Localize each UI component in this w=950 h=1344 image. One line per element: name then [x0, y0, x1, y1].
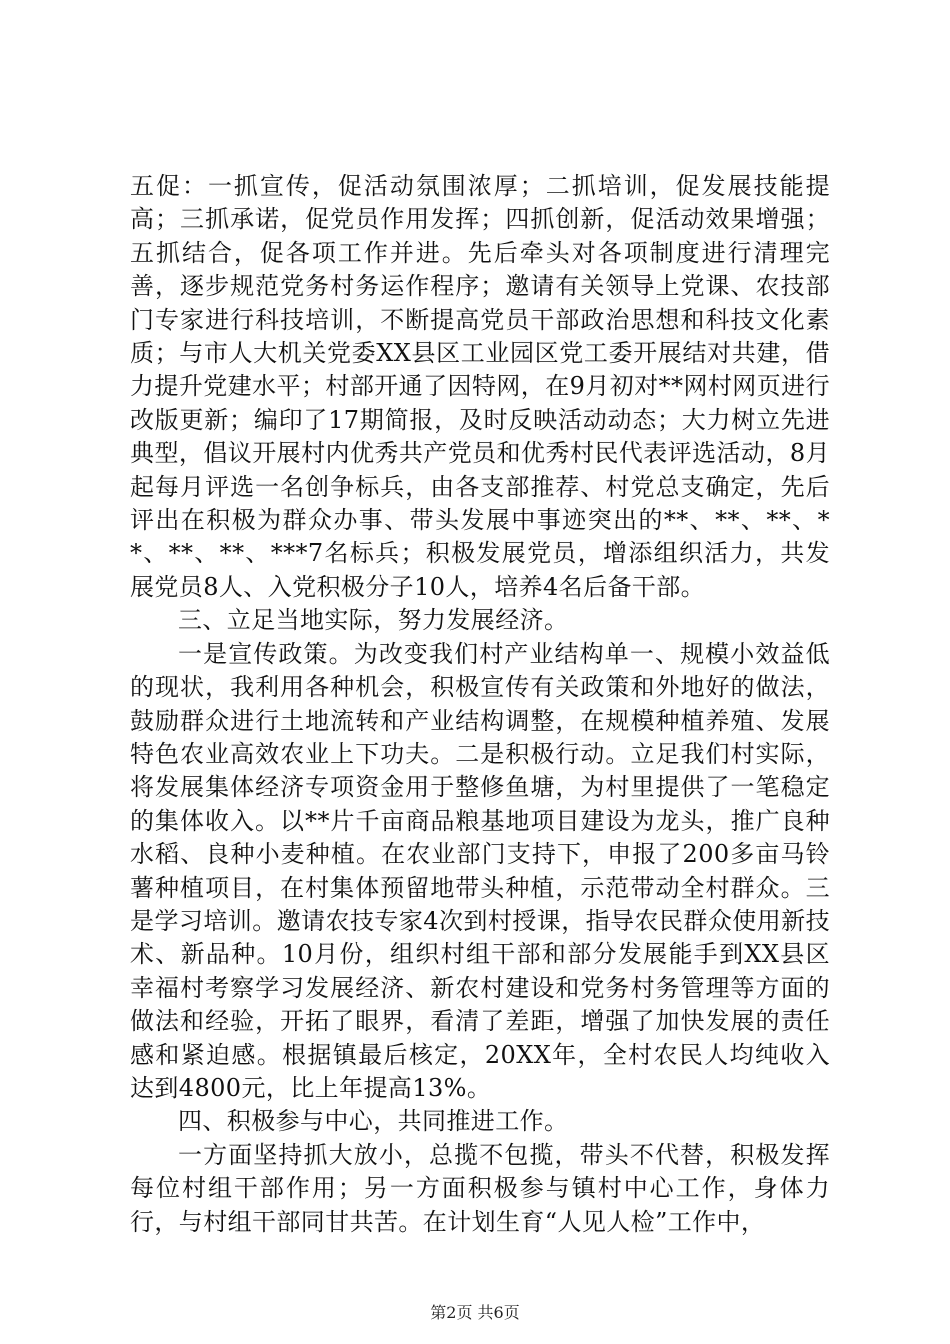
paragraph-participation: 一方面坚持抓大放小，总揽不包揽，带头不代替，积极发挥每位村组干部作用；另一方面积极参与镇村中心工作，身体力行，与村组干部同甘共苦。在计划生育“人见人检”工作中， — [130, 1140, 830, 1236]
section-heading-3: 三、立足当地实际，努力发展经济。 — [178, 606, 569, 635]
paragraph-economy: 一是宣传政策。为改变我们村产业结构单一、规模小效益低的现状，我利用各种机会，积极宣传有关政策和外地好的做法，鼓励群众进行土地流转和产业结构调整，在规模种植养殖、发展特色农业高效农业上下功夫。二是积极行动。立足我们村实际，将发展集体经济专项资金用于整修鱼塘，为村里提供了一笔稳定的集体收入。以**片千亩商品粮基地项目建设为龙头，推广良种水稻、良种小麦种植。在农业部门支持下，申报了200多亩马铃薯种植项目，在村集体预留地带头种植，示范带动全村群众。三是学习培训。邀请农技专家4次到村授课，指导农民群众使用新技术、新品种。10月份，组织村组干部和部分发展能手到XX县区幸福村考察学习发展经济、新农村建设和党务村务管理等方面的做法和经验，开拓了眼界，看清了差距，增强了加快发展的责任感和紧迫感。根据镇最后核定，20XX年，全村农民人均纯收入达到4800元，比上年提高13%。 — [130, 639, 830, 1102]
document-body — [130, 170, 830, 1239]
paragraph-continuation: 五促：一抓宣传，促活动氛围浓厚；二抓培训，促发展技能提高；三抓承诺，促党员作用发挥；四抓创新，促活动效果增强；五抓结合，促各项工作并进。先后牵头对各项制度进行清理完善，逐步规范党务村务运作程序；邀请有关领导上党课、农技部门专家进行科技培训，不断提高党员干部政治思想和科技文化素质；与市人大机关党委XX县区工业园区党工委开展结对共建，借力提升党建水平；村部开通了因特网，在9月初对**网村网页进行改版更新；编印了17期简报，及时反映活动动态；大力树立先进典型，倡议开展村内优秀共产党员和优秀村民代表评选活动，8月起每月评选一名创争标兵，由各支部推荐、村党总支确定，先后评出在积极为群众办事、带头发展中事迹突出的**、**、**、**、**、**、***7名标兵；积极发展党员，增添组织活力，共发展党员8人、入党积极分子10人，培养4名后备干部。 — [130, 172, 830, 601]
page-footer: 第2页 共6页 — [430, 1303, 520, 1322]
section-heading-4: 四、积极参与中心，共同推进工作。 — [178, 1107, 569, 1136]
